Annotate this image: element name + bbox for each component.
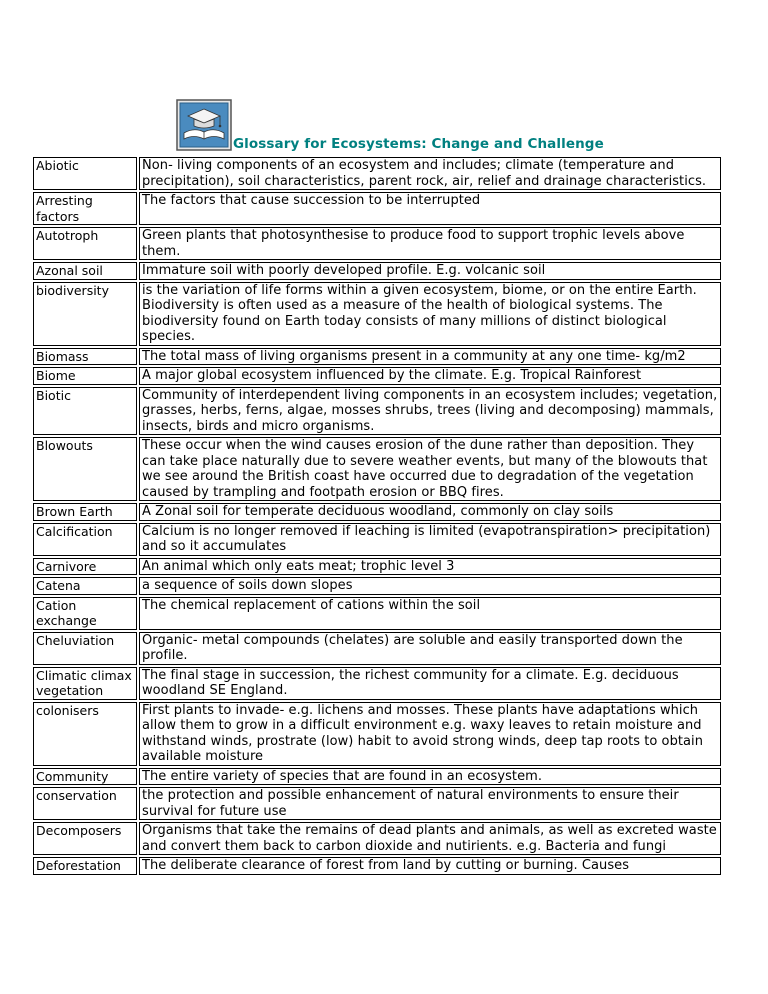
- glossary-term: Calcification: [33, 523, 137, 556]
- glossary-row: [33, 437, 721, 501]
- glossary-term: Decomposers: [33, 822, 137, 855]
- glossary-definition: The chemical replacement of cations within the soil: [139, 597, 721, 630]
- glossary-term: Azonal soil: [33, 262, 137, 280]
- glossary-definition: The deliberate clearance of forest from land by cutting or burning. Causes: [139, 857, 721, 875]
- glossary-row: [33, 597, 721, 630]
- glossary-definition: The total mass of living organisms present in a community at any one time- kg/m2: [139, 348, 721, 366]
- glossary-definition: Non- living components of an ecosystem and includes; climate (temperature and precipitation), soil characteristics, parent rock, air, relief and drainage characteristics.: [139, 157, 721, 190]
- glossary-term: Cheluviation: [33, 632, 137, 665]
- glossary-definition: Organic- metal compounds (chelates) are soluble and easily transported down the profile.: [139, 632, 721, 665]
- glossary-row: [33, 523, 721, 556]
- glossary-row: [33, 157, 721, 190]
- glossary-definition: An animal which only eats meat; trophic level 3: [139, 558, 721, 576]
- glossary-definition: A Zonal soil for temperate deciduous woodland, commonly on clay soils: [139, 503, 721, 521]
- glossary-term: Catena: [33, 577, 137, 595]
- glossary-definition: Calcium is no longer removed if leaching is limited (evapotranspiration> precipitation) and so it accumulates: [139, 523, 721, 556]
- glossary-row: [33, 702, 721, 766]
- glossary-row: [33, 787, 721, 820]
- glossary-definition: Immature soil with poorly developed profile. E.g. volcanic soil: [139, 262, 721, 280]
- glossary-row: [33, 857, 721, 875]
- page-title: Glossary for Ecosystems: Change and Challenge: [233, 136, 604, 152]
- glossary-term: Climatic climax vegetation: [33, 667, 137, 700]
- glossary-table: [31, 155, 723, 877]
- glossary-row: [33, 503, 721, 521]
- book-icon: [176, 99, 232, 151]
- glossary-row: [33, 387, 721, 436]
- glossary-row: [33, 227, 721, 260]
- glossary-definition: The entire variety of species that are found in an ecosystem.: [139, 768, 721, 786]
- glossary-row: [33, 632, 721, 665]
- glossary-row: [33, 262, 721, 280]
- glossary-row: [33, 822, 721, 855]
- glossary-definition: the protection and possible enhancement of natural environments to ensure their survival for future use: [139, 787, 721, 820]
- glossary-row: [33, 558, 721, 576]
- glossary-definition: A major global ecosystem influenced by the climate. E.g. Tropical Rainforest: [139, 367, 721, 385]
- glossary-term: Autotroph: [33, 227, 137, 260]
- glossary-term: Cation exchange: [33, 597, 137, 630]
- glossary-row: [33, 667, 721, 700]
- glossary-definition: Organisms that take the remains of dead plants and animals, as well as excreted waste and convert them back to carbon dioxide and nutirients. e.g. Bacteria and fungi: [139, 822, 721, 855]
- glossary-term: Biotic: [33, 387, 137, 436]
- glossary-row: [33, 282, 721, 346]
- glossary-term: conservation: [33, 787, 137, 820]
- glossary-row: [33, 768, 721, 786]
- glossary-term: biodiversity: [33, 282, 137, 346]
- glossary-definition: The factors that cause succession to be interrupted: [139, 192, 721, 225]
- glossary-term: Blowouts: [33, 437, 137, 501]
- glossary-definition: Green plants that photosynthesise to produce food to support trophic levels above them.: [139, 227, 721, 260]
- glossary-term: Community: [33, 768, 137, 786]
- glossary-row: [33, 348, 721, 366]
- glossary-row: [33, 577, 721, 595]
- glossary-term: Biome: [33, 367, 137, 385]
- glossary-term: Biomass: [33, 348, 137, 366]
- glossary-definition: First plants to invade- e.g. lichens and mosses. These plants have adaptations which allow them to grow in a difficult environment e.g. waxy leaves to retain moisture and withstand winds, prostrate (low) habit to avoid strong winds, deep tap roots to obtain available moisture: [139, 702, 721, 766]
- glossary-term: Carnivore: [33, 558, 137, 576]
- glossary-term: Deforestation: [33, 857, 137, 875]
- glossary-definition: The final stage in succession, the richest community for a climate. E.g. deciduous woodland SE England.: [139, 667, 721, 700]
- glossary-definition: These occur when the wind causes erosion of the dune rather than deposition. They can take place naturally due to severe weather events, but many of the blowouts that we see around the British coast have occurred due to degradation of the vegetation caused by trampling and footpath erosion or BBQ fires.: [139, 437, 721, 501]
- glossary-term: Abiotic: [33, 157, 137, 190]
- glossary-definition: a sequence of soils down slopes: [139, 577, 721, 595]
- glossary-definition: is the variation of life forms within a given ecosystem, biome, or on the entire Earth. Biodiversity is often used as a measure of the health of biological systems. The biodiversity found on Earth today consists of many millions of distinct biological species.: [139, 282, 721, 346]
- glossary-row: [33, 367, 721, 385]
- glossary-term: colonisers: [33, 702, 137, 766]
- glossary-row: [33, 192, 721, 225]
- glossary-definition: Community of interdependent living components in an ecosystem includes; vegetation, grasses, herbs, ferns, algae, mosses shrubs, trees (living and decomposing) mammals, insects, birds and micro organisms.: [139, 387, 721, 436]
- glossary-term: Brown Earth: [33, 503, 137, 521]
- glossary-term: Arresting factors: [33, 192, 137, 225]
